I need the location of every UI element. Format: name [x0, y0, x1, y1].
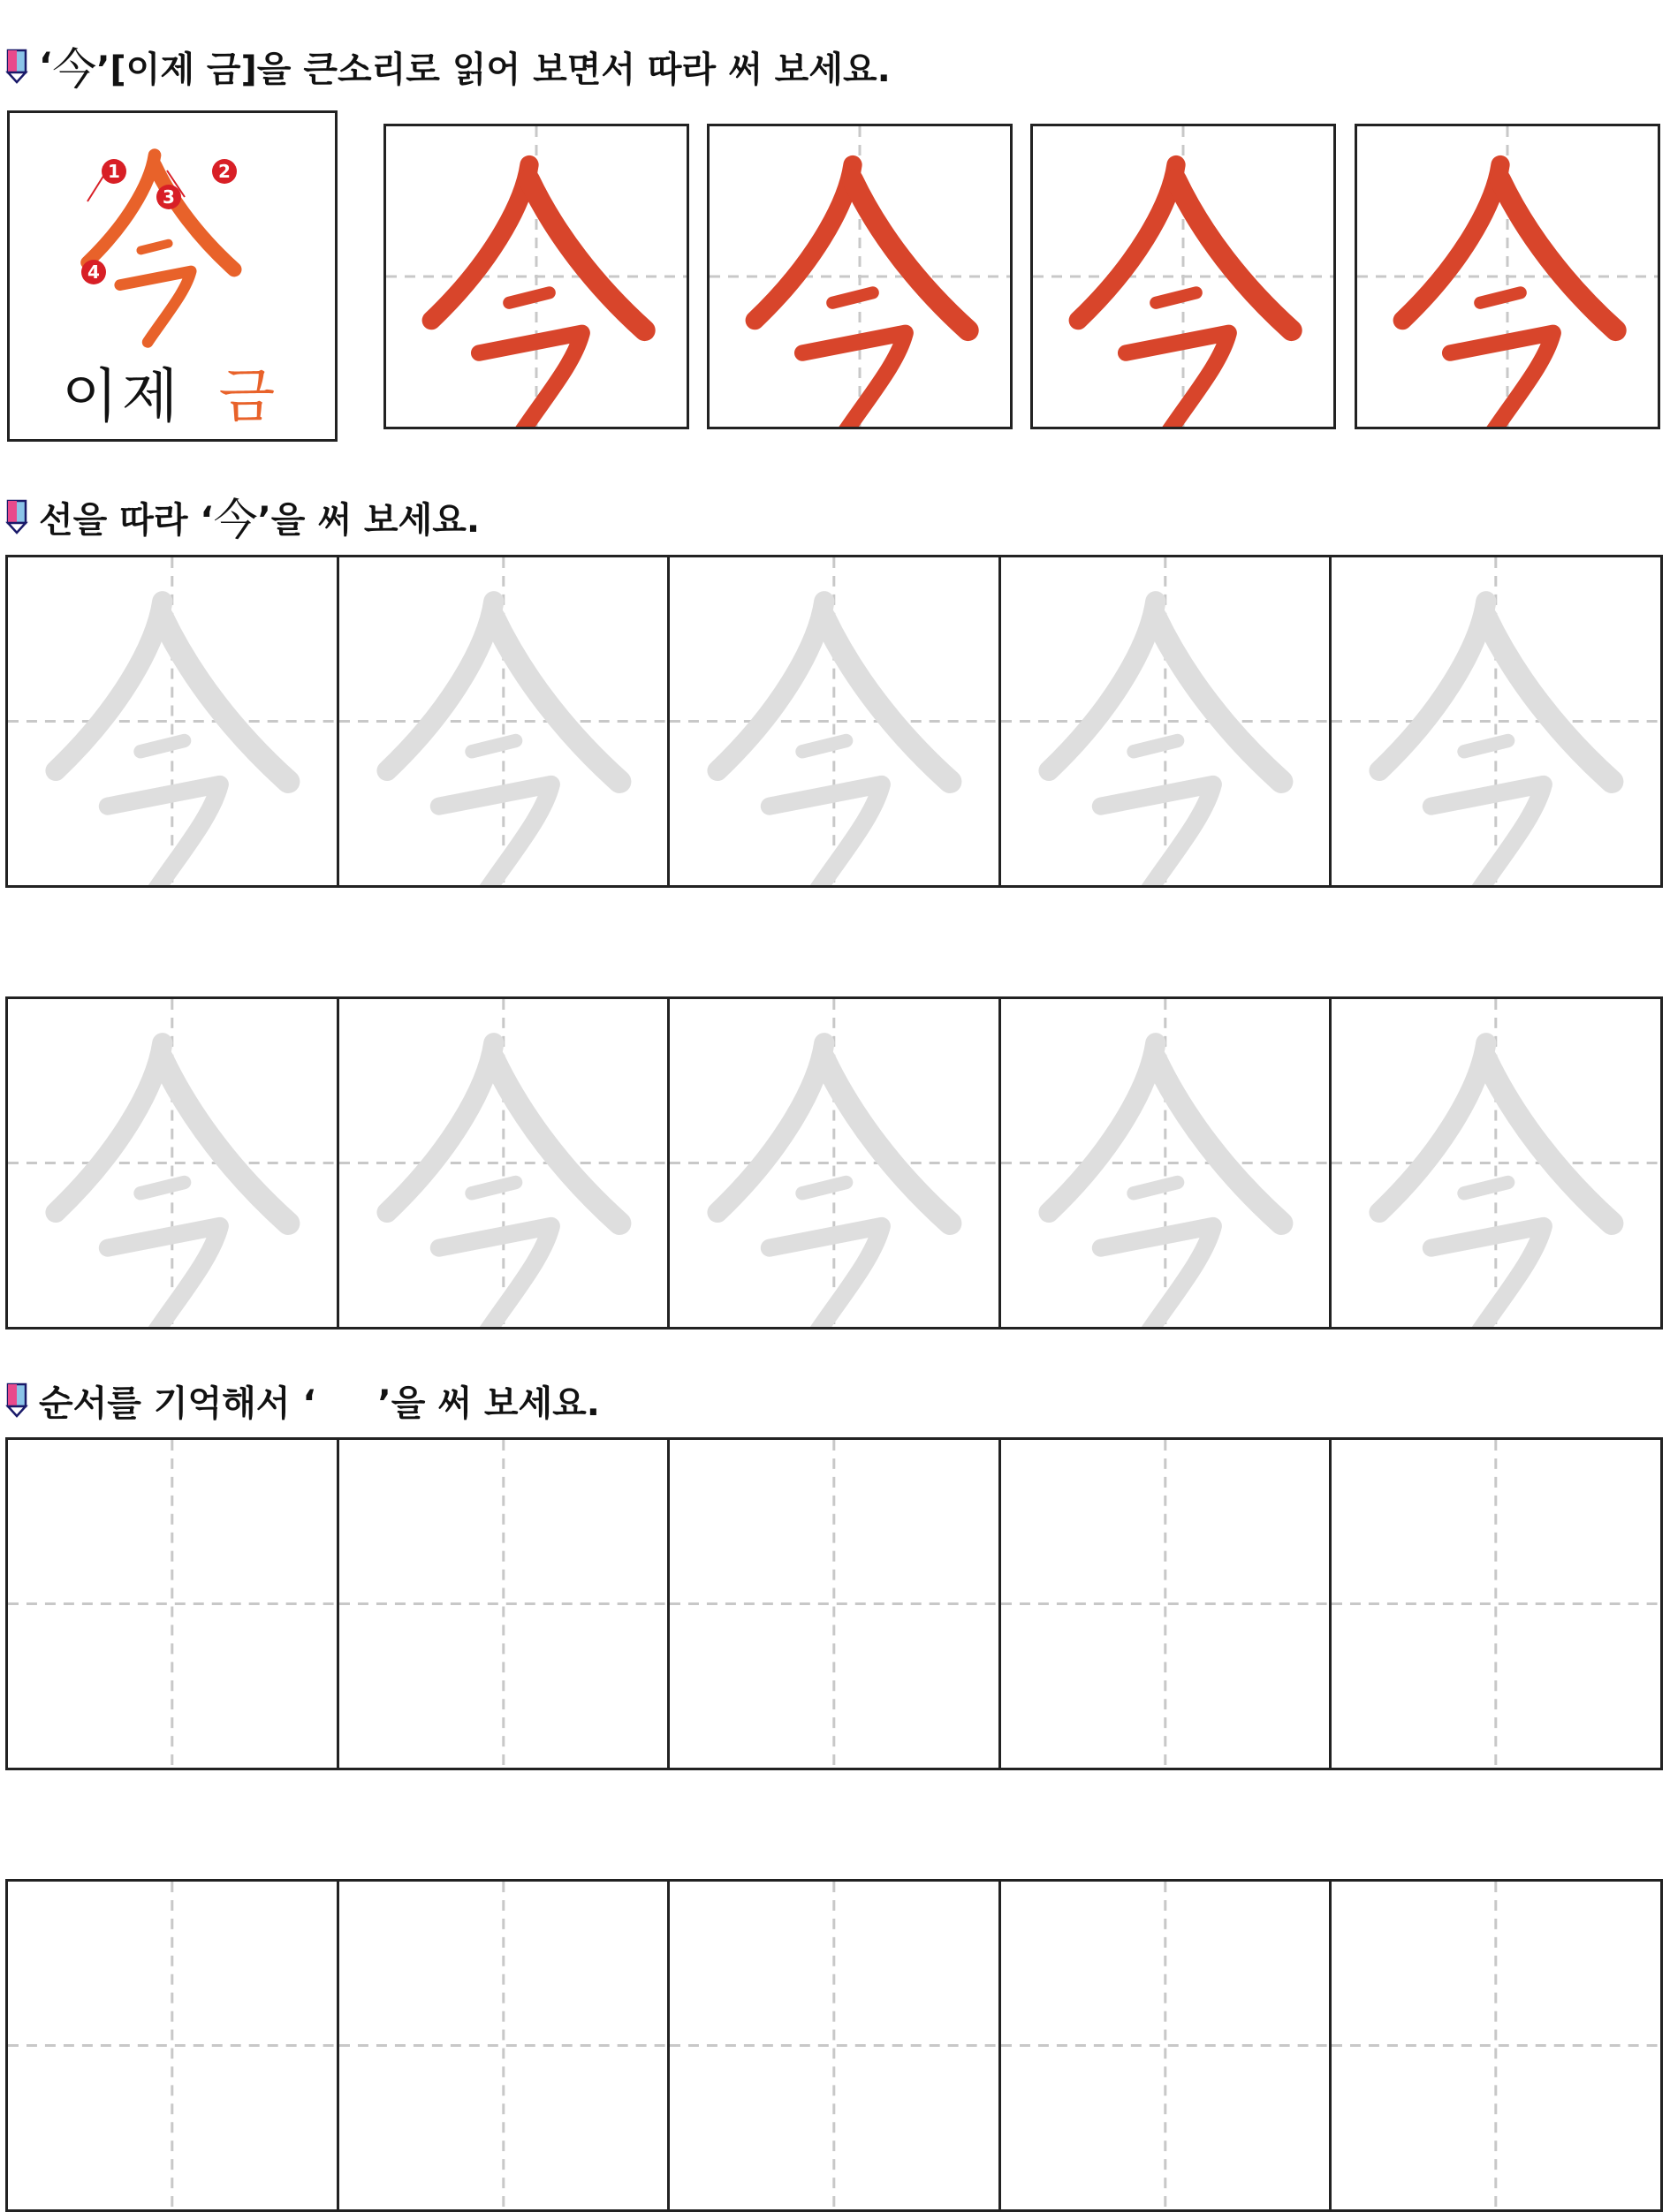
- reading-label: [62, 349, 278, 433]
- guide-lines: [339, 1440, 668, 1768]
- guide-lines: [8, 557, 337, 885]
- guide-lines: [670, 557, 998, 885]
- trace-cell[interactable]: [1332, 999, 1660, 1327]
- guide-lines: [670, 1440, 998, 1768]
- outline-character: [386, 126, 687, 427]
- instruction-character: 今: [52, 44, 97, 95]
- trace-grid-row-2: [5, 996, 1663, 1329]
- instruction-memory-write: [0, 1369, 600, 1431]
- guide-lines: [1001, 557, 1330, 885]
- guide-lines: [1332, 999, 1660, 1327]
- stroke-number-4: [81, 260, 106, 284]
- guide-lines: [339, 557, 668, 885]
- guide-lines: [8, 1440, 337, 1768]
- trace-cell[interactable]: [339, 557, 671, 885]
- trace-grid-row-1: [5, 555, 1663, 888]
- outline-character: [1357, 126, 1658, 427]
- trace-cell[interactable]: [8, 999, 339, 1327]
- svg-text:2: 2: [218, 161, 231, 182]
- trace-cell[interactable]: [339, 999, 671, 1327]
- writing-cell[interactable]: [670, 1882, 1001, 2209]
- outline-character: [710, 126, 1010, 427]
- open-quote: ‘: [39, 46, 53, 87]
- pencil-icon: [5, 49, 28, 84]
- pencil-icon: [5, 1382, 28, 1418]
- instruction-suffix: ’을 써 보세요.: [257, 499, 481, 541]
- trace-cell[interactable]: [1001, 557, 1332, 885]
- stroke-number-1: [102, 159, 126, 184]
- guide-lines: [8, 1882, 337, 2209]
- guide-lines: [1332, 1882, 1660, 2209]
- instruction-read-aloud: [0, 35, 891, 97]
- writing-cell[interactable]: [339, 1440, 671, 1768]
- stroke-order-diagram: [10, 113, 335, 378]
- writing-cell[interactable]: [8, 1440, 339, 1768]
- guide-lines: [1001, 999, 1330, 1327]
- trace-cell[interactable]: [670, 999, 1001, 1327]
- guide-lines: [1332, 1440, 1660, 1768]
- guide-lines: [1001, 1440, 1330, 1768]
- guide-lines: [339, 1882, 668, 2209]
- instruction-character: 今: [213, 495, 258, 546]
- trace-cell[interactable]: [1001, 999, 1332, 1327]
- outline-trace-box-1[interactable]: [383, 124, 689, 429]
- blank-grid-row-2: [5, 1879, 1663, 2212]
- writing-cell[interactable]: [1332, 1882, 1660, 2209]
- outline-trace-box-4[interactable]: [1355, 124, 1660, 429]
- writing-cell[interactable]: [1001, 1882, 1332, 2209]
- stroke-number-2: [212, 159, 237, 184]
- trace-cell[interactable]: [1332, 557, 1660, 885]
- trace-cell[interactable]: [670, 557, 1001, 885]
- blank-grid-row-1: [5, 1437, 1663, 1770]
- trace-cell[interactable]: [8, 557, 339, 885]
- guide-lines: [1332, 557, 1660, 885]
- outline-character: [1033, 126, 1333, 427]
- guide-lines: [670, 1882, 998, 2209]
- writing-cell[interactable]: [1001, 1440, 1332, 1768]
- svg-text:4: 4: [87, 261, 100, 283]
- outline-trace-box-2[interactable]: [707, 124, 1013, 429]
- guide-lines: [1001, 1882, 1330, 2209]
- writing-cell[interactable]: [1332, 1440, 1660, 1768]
- guide-lines: [670, 999, 998, 1327]
- writing-cell[interactable]: [339, 1882, 671, 2209]
- svg-text:3: 3: [163, 186, 175, 208]
- svg-text:1: 1: [108, 161, 120, 182]
- instruction-text: ’[이제 금]을 큰소리로 읽어 보면서 따라 써 보세요.: [96, 49, 891, 90]
- instruction-prefix: 선을 따라 ‘: [39, 499, 214, 541]
- meaning-text: 이제: [62, 362, 182, 430]
- guide-lines: [339, 999, 668, 1327]
- writing-cell[interactable]: [670, 1440, 1001, 1768]
- stroke-number-3: [156, 185, 181, 209]
- instruction-prefix: 순서를 기억해서 ‘: [39, 1382, 316, 1424]
- outline-trace-box-3[interactable]: [1030, 124, 1336, 429]
- sound-text: 금: [218, 362, 279, 430]
- instruction-suffix: ’을 써 보세요.: [377, 1382, 600, 1424]
- guide-lines: [8, 999, 337, 1327]
- writing-cell[interactable]: [8, 1882, 339, 2209]
- pencil-icon: [5, 499, 28, 534]
- instruction-trace-lines: [0, 486, 480, 548]
